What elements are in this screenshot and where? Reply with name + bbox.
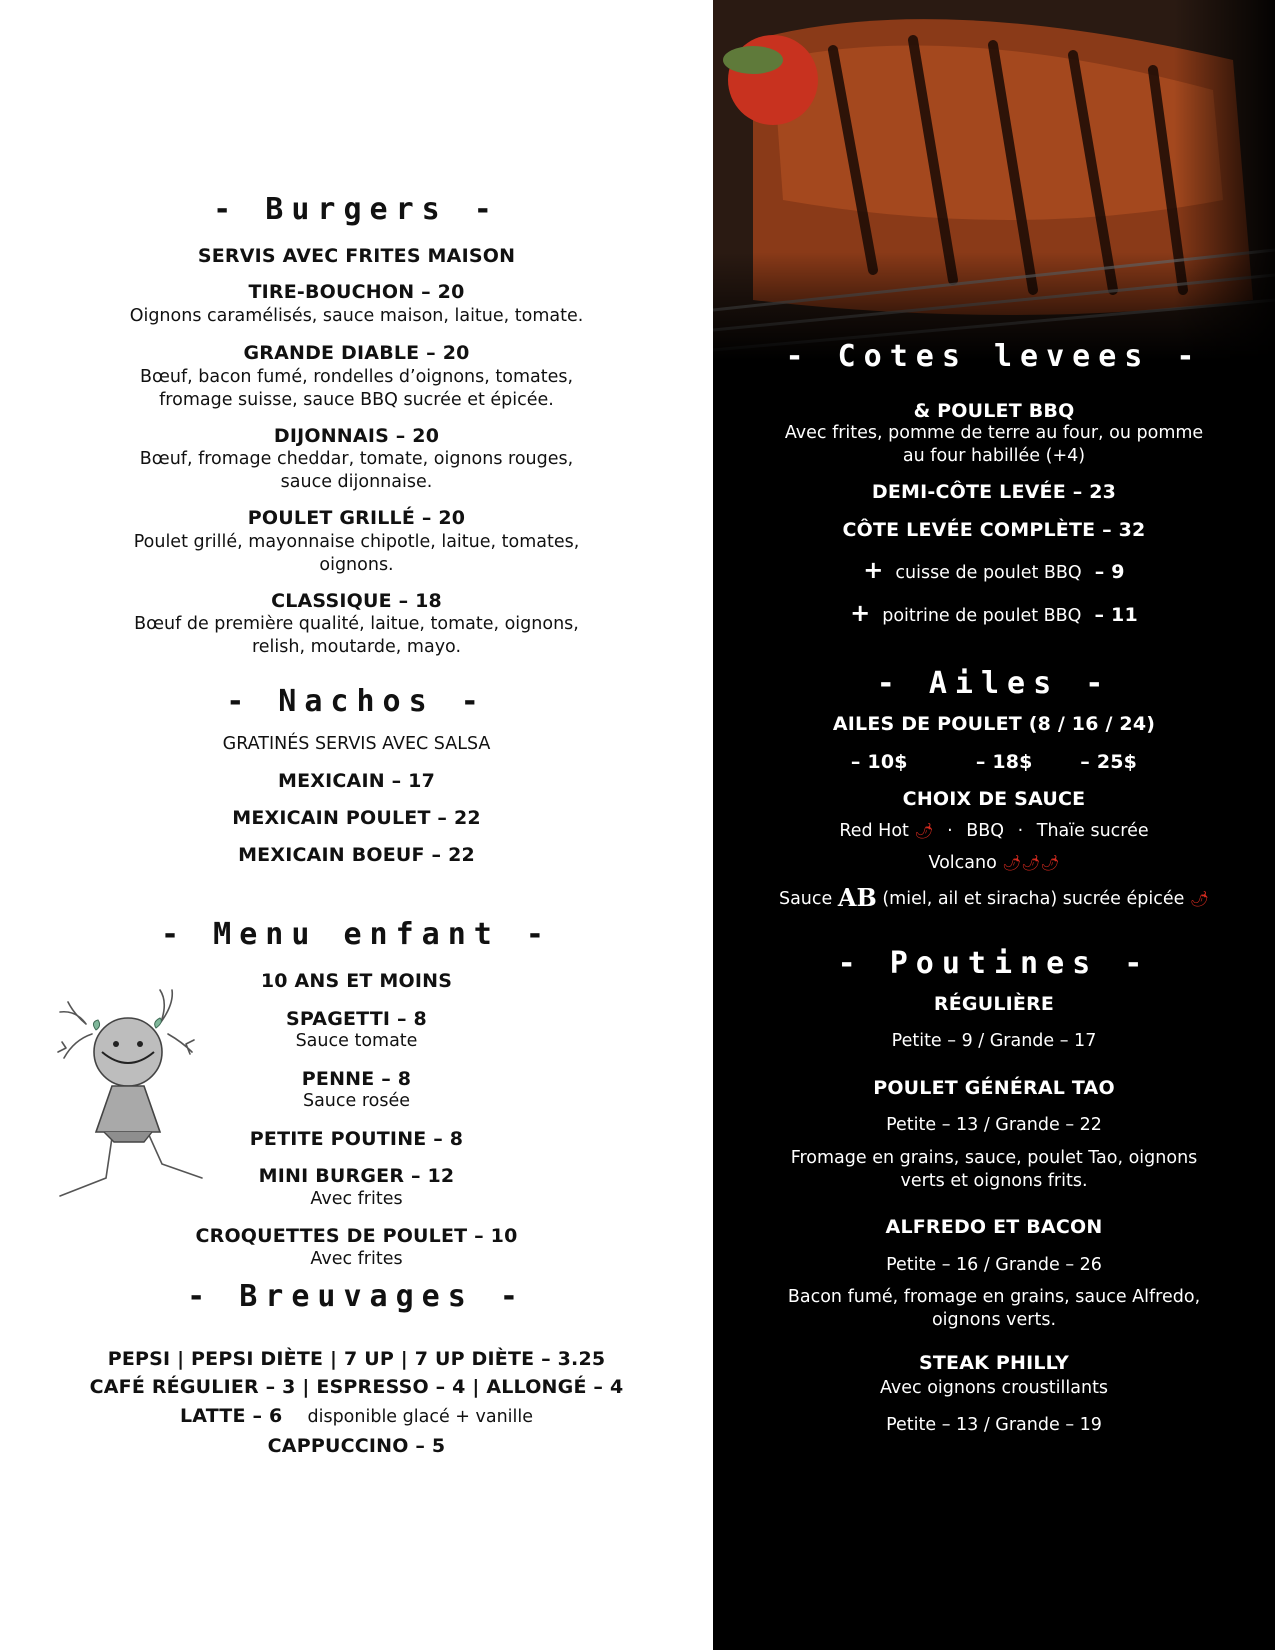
- ribs-title: - Cotes levees -: [785, 339, 1203, 374]
- ab-logo: AB: [837, 883, 877, 912]
- drinks-line: CAPPUCCINO – 5: [267, 1435, 446, 1457]
- drinks-title: - Breuvages -: [187, 1279, 526, 1314]
- menu-item-desc: Fromage en grains, sauce, poulet Tao, oignons verts et oignons frits.: [790, 1148, 1198, 1191]
- sauce-title: CHOIX DE SAUCE: [902, 788, 1086, 810]
- poutines-title: - Poutines -: [837, 946, 1151, 981]
- menu-item-desc: Bacon fumé, fromage en grains, sauce Alfredo, oignons verts.: [787, 1287, 1201, 1330]
- menu-item-name: MINI BURGER – 12: [258, 1165, 455, 1187]
- menu-item-name: POULET GÉNÉRAL TAO: [873, 1077, 1115, 1099]
- menu-item-name: MEXICAIN POULET – 22: [232, 807, 481, 829]
- wings-name: AILES DE POULET (8 / 16 / 24): [832, 713, 1156, 735]
- sauce-row: [713, 883, 1275, 912]
- menu-item-desc: Bœuf de première qualité, laitue, tomate, oignons, relish, moutarde, mayo.: [134, 614, 579, 657]
- ribs-desc: Avec frites, pomme de terre au four, ou pomme au four habillée (+4): [784, 423, 1204, 466]
- chili-pepper-icon: 🌶: [914, 822, 934, 840]
- menu-item-desc: Sauce rosée: [302, 1091, 411, 1111]
- kids-menu-subtitle: 10 ANS ET MOINS: [260, 970, 453, 992]
- poutine-price: Petite – 16 / Grande – 26: [886, 1255, 1102, 1275]
- menu-item-name: MEXICAIN – 17: [278, 770, 435, 792]
- chili-pepper-icon: 🌶: [1189, 890, 1210, 908]
- menu-item-name: PETITE POUTINE – 8: [249, 1128, 464, 1150]
- drinks-line: CAFÉ RÉGULIER – 3 | ESPRESSO – 4 | ALLONGÉ – 4: [89, 1376, 624, 1398]
- extra-price: – 9: [1094, 561, 1125, 583]
- menu-item-name: RÉGULIÈRE: [933, 993, 1055, 1015]
- plus-icon: +: [850, 599, 871, 627]
- menu-item-name: POULET GRILLÉ – 20: [247, 507, 466, 529]
- sauce-row: [713, 853, 1275, 873]
- menu-item-name: TIRE-BOUCHON – 20: [248, 281, 465, 303]
- nachos-title: - Nachos -: [226, 684, 487, 719]
- menu-item-name: DIJONNAIS – 20: [273, 425, 440, 447]
- chili-pepper-icon: 🌶🌶🌶: [1002, 854, 1060, 872]
- sauce-thai: Thaïe sucrée: [1036, 821, 1149, 841]
- ribs-subtitle: & POULET BBQ: [913, 400, 1075, 422]
- ribs-photo: [713, 0, 1275, 360]
- menu-item-name: DEMI-CÔTE LEVÉE – 23: [871, 481, 1117, 503]
- right-column: [713, 0, 1275, 1650]
- menu-item-desc: Bœuf, bacon fumé, rondelles d’oignons, tomates, fromage suisse, sauce BBQ sucrée et épicée.: [139, 367, 574, 410]
- poutine-price: Petite – 13 / Grande – 19: [886, 1415, 1102, 1435]
- menu-item-name: ALFREDO ET BACON: [885, 1216, 1103, 1238]
- menu-item-desc: Poulet grillé, mayonnaise chipotle, laitue, tomates, oignons.: [133, 532, 580, 575]
- menu-item-name: STEAK PHILLY: [919, 1352, 1069, 1374]
- sauce-house-prefix: Sauce: [778, 889, 833, 909]
- menu-item-desc: Avec frites: [310, 1189, 403, 1209]
- drinks-line: PEPSI | PEPSI DIÈTE | 7 UP | 7 UP DIÈTE – 3.25: [107, 1348, 606, 1370]
- sauce-volcano: Volcano: [928, 853, 997, 873]
- ribs-extra-row: [713, 599, 1275, 627]
- menu-item-name: CÔTE LEVÉE COMPLÈTE – 32: [842, 519, 1146, 541]
- plus-icon: +: [863, 556, 884, 584]
- drinks-latte-row: [0, 1405, 713, 1427]
- menu-item-name: CROQUETTES DE POULET – 10: [195, 1225, 518, 1247]
- ribs-extra-row: [713, 556, 1275, 584]
- nachos-subtitle: GRATINÉS SERVIS AVEC SALSA: [222, 734, 491, 754]
- wings-title: - Ailes -: [876, 666, 1112, 701]
- menu-item-name: PENNE – 8: [301, 1068, 412, 1090]
- menu-item-name: GRANDE DIABLE – 20: [243, 342, 470, 364]
- poutine-price: Petite – 13 / Grande – 22: [886, 1115, 1102, 1135]
- child-drawing-icon: [56, 982, 206, 1202]
- menu-item-desc: Bœuf, fromage cheddar, tomate, oignons rouges, sauce dijonnaise.: [139, 449, 574, 492]
- poutine-price: Petite – 9 / Grande – 17: [891, 1031, 1097, 1051]
- wings-prices: – 10$ – 18$ – 25$: [850, 751, 1138, 773]
- kids-menu-title: - Menu enfant -: [161, 917, 552, 952]
- menu-item-name: MEXICAIN BOEUF – 22: [238, 844, 475, 866]
- burgers-subtitle: SERVIS AVEC FRITES MAISON: [197, 245, 516, 267]
- menu-item-desc: Avec frites: [310, 1249, 403, 1269]
- menu-item-desc: Avec oignons croustillants: [879, 1378, 1109, 1398]
- menu-item-name: CLASSIQUE – 18: [271, 590, 442, 612]
- drinks-latte-note: disponible glacé + vanille: [307, 1407, 534, 1427]
- grilled-ribs-image: [713, 0, 1275, 360]
- sauce-house-desc: (miel, ail et siracha) sucrée épicée: [882, 889, 1185, 909]
- menu-item-name: SPAGETTI – 8: [286, 1008, 427, 1030]
- extra-price: – 11: [1094, 604, 1138, 626]
- menu-item-desc: Oignons caramélisés, sauce maison, laitue, tomate.: [129, 306, 584, 326]
- burgers-title: - Burgers -: [213, 192, 500, 227]
- menu-item-desc: Sauce tomate: [295, 1031, 418, 1051]
- extra-label: poitrine de poulet BBQ: [882, 606, 1082, 626]
- sauce-bbq: BBQ: [966, 821, 1005, 841]
- extra-label: cuisse de poulet BBQ: [895, 563, 1082, 583]
- sauce-red-hot: Red Hot: [839, 821, 909, 841]
- sauce-row: Red Hot 🌶 · BBQ · Thaïe sucrée: [839, 821, 1149, 841]
- drinks-latte: LATTE – 6: [179, 1405, 283, 1427]
